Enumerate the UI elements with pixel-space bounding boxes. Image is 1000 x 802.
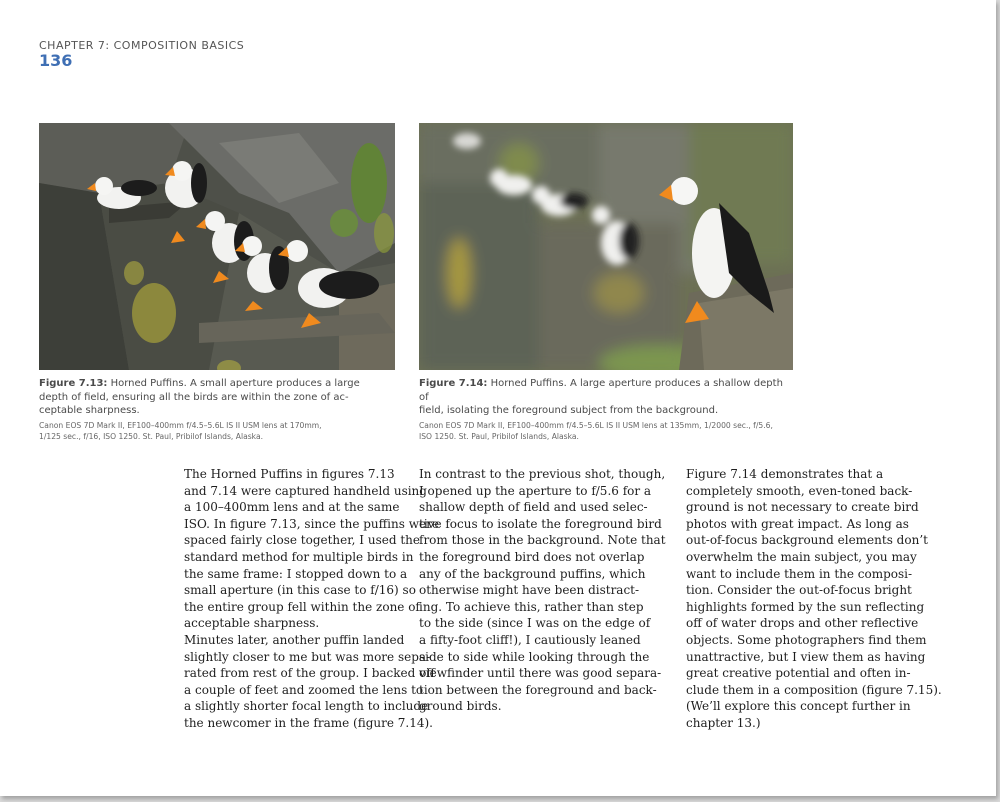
text-line: tion. Consider the out-of-focus bright: [686, 583, 912, 598]
text-line: to the side (since I was on the edge of: [419, 616, 651, 631]
paragraph: [168, 466, 439, 632]
tech-line: 1/125 sec., f/16, ISO 1250. St. Paul, Pribilof Islands, Alaska.: [39, 432, 264, 441]
text-line: small aperture (in this case to f/16) so: [184, 583, 416, 598]
chapter-title: CHAPTER 7: COMPOSITION BASICS: [39, 39, 245, 52]
text-line: any of the background puffins, which: [419, 566, 646, 581]
text-line: a couple of feet and zoomed the lens to: [184, 682, 424, 697]
text-line: the entire group fell within the zone of: [184, 599, 420, 614]
text-line: (We’ll explore this concept further in: [686, 699, 911, 714]
text-line: photos with great impact. As long as: [686, 516, 909, 531]
text-line: a slightly shorter focal length to include: [184, 699, 429, 714]
figure-7-13-photo: [39, 123, 395, 370]
text-line: from those in the background. Note that: [419, 533, 666, 548]
page-number: 136: [39, 51, 73, 70]
text-line: overwhelm the main subject, you may: [686, 549, 917, 564]
text-line: rated from rest of the group. I backed off: [184, 666, 435, 681]
text-line: ing. To achieve this, rather than step: [419, 599, 644, 614]
text-line: out-of-focus background elements don’t: [686, 533, 928, 548]
tech-line: Canon EOS 7D Mark II, EF100–400mm f/4.5–5.6L IS II USM lens at 170mm,: [39, 420, 322, 430]
text-line: In contrast to the previous shot, though,: [419, 467, 666, 481]
text-line: side to side while looking through the: [419, 649, 650, 664]
tech-line: ISO 1250. St. Paul, Pribilof Islands, Alaska.: [419, 432, 579, 441]
body-column-1: [168, 466, 439, 732]
text-line: I opened up the aperture to f/5.6 for a: [419, 483, 652, 498]
caption-line: ceptable sharpness.: [39, 405, 140, 416]
text-line: The Horned Puffins in figures 7.13: [184, 467, 395, 481]
text-line: the same frame: I stopped down to a: [184, 566, 408, 581]
text-line: spaced fairly close together, I used the: [184, 533, 420, 548]
caption-line: Horned Puffins. A large aperture produces a shallow depth of: [419, 378, 783, 403]
text-line: the foreground bird does not overlap: [419, 549, 645, 564]
text-line: acceptable sharpness.: [184, 616, 320, 631]
figure-label: Figure 7.14:: [419, 378, 488, 389]
figure-label: Figure 7.13:: [39, 378, 108, 389]
paragraph: [168, 632, 435, 732]
text-line: tive focus to isolate the foreground bird: [419, 516, 662, 531]
text-line: highlights formed by the sun reflecting: [686, 599, 925, 614]
text-line: unattractive, but I view them as having: [686, 649, 926, 664]
figure-7-14-caption: [419, 377, 789, 443]
text-line: otherwise might have been distract-: [419, 583, 640, 598]
text-line: a fifty-foot cliff!), I cautiously leaned: [419, 632, 641, 647]
text-line: great creative potential and often in-: [686, 666, 911, 681]
body-column-3: [670, 466, 942, 732]
text-line: slightly closer to me but was more sepa-: [184, 649, 431, 664]
figure-7-13-caption: [39, 377, 369, 443]
text-line: off of water drops and other reflective: [686, 616, 919, 631]
tech-line: Canon EOS 7D Mark II, EF100–400mm f/4.5–5.6L IS II USM lens at 135mm, 1/2000 sec., f/5.6,: [419, 420, 773, 430]
text-line: tion between the foreground and back-: [419, 682, 657, 697]
paragraph: [670, 466, 942, 732]
text-line: want to include them in the composi-: [686, 566, 913, 581]
text-line: ISO. In figure 7.13, since the puffins were: [184, 516, 439, 531]
text-line: Minutes later, another puffin landed: [184, 632, 405, 647]
text-line: and 7.14 were captured handheld using: [184, 483, 427, 498]
text-line: a 100–400mm lens and at the same: [184, 500, 400, 515]
caption-line: depth of field, ensuring all the birds are within the zone of ac-: [39, 391, 349, 403]
text-line: completely smooth, even-toned back-: [686, 483, 913, 498]
text-line: chapter 13.): [686, 715, 761, 730]
text-line: standard method for multiple birds in: [184, 549, 414, 564]
text-line: the newcomer in the frame (figure 7.14).: [184, 715, 433, 730]
text-line: Figure 7.14 demonstrates that a: [686, 467, 884, 481]
text-line: shallow depth of field and used selec-: [419, 500, 648, 515]
caption-line: field, isolating the foreground subject from the background.: [419, 405, 719, 416]
text-line: clude them in a composition (figure 7.15).: [686, 682, 942, 697]
text-line: viewfinder until there was good separa-: [419, 666, 662, 681]
text-line: objects. Some photographers find them: [686, 632, 927, 647]
figure-7-14-photo: [419, 123, 793, 370]
paragraph: [419, 466, 666, 715]
body-column-2: [419, 466, 666, 715]
text-line: ground is not necessary to create bird: [686, 500, 919, 515]
caption-line: Horned Puffins. A small aperture produces a large: [110, 378, 360, 389]
text-line: ground birds.: [419, 699, 502, 714]
